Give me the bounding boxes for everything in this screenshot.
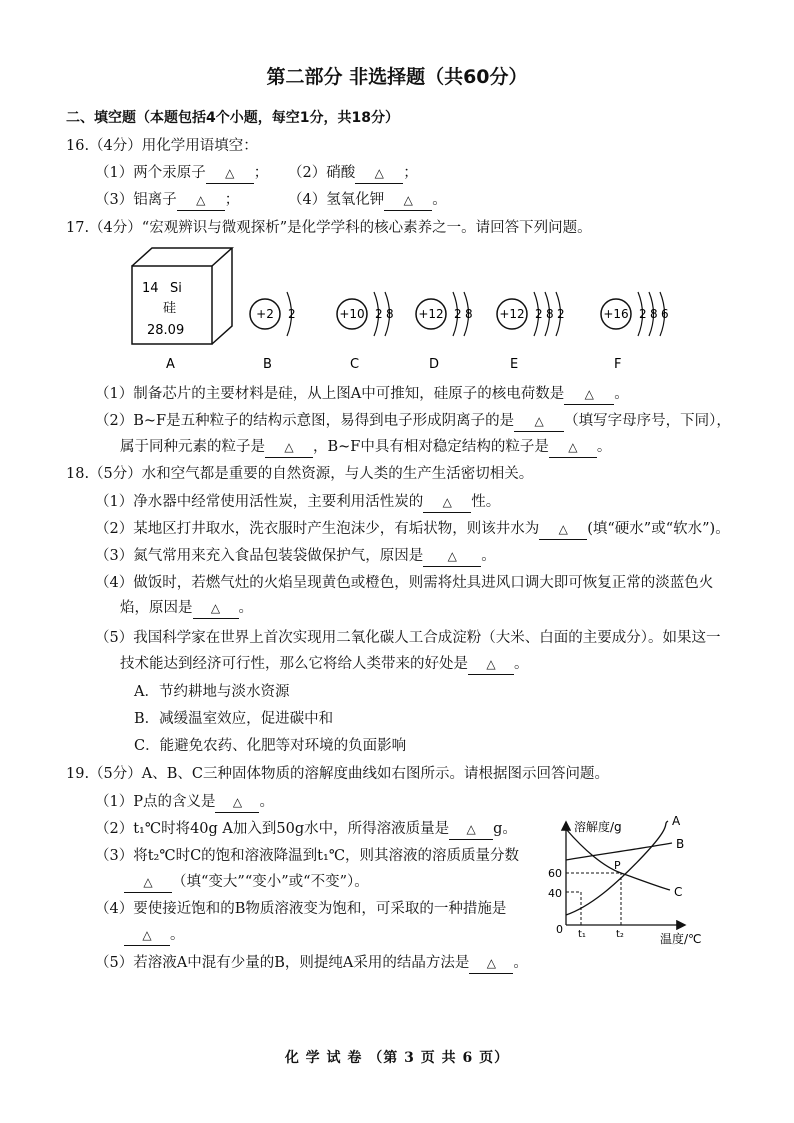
q18-part-4b: 焰，原因是 △ 。	[120, 598, 253, 619]
answer-blank[interactable]: △	[384, 190, 432, 211]
y-tick-label: 40	[548, 887, 562, 900]
q18-option-a: A．节约耕地与淡水资源	[134, 684, 290, 700]
answer-blank[interactable]: △	[449, 819, 493, 840]
solubility-chart	[544, 815, 724, 950]
series-label-a: A	[672, 815, 681, 828]
q19-part-4a: （4）要使接近饱和的B物质溶液变为饱和，可采取的一种措施是	[95, 901, 507, 917]
nucleus-charge: +16	[603, 307, 629, 321]
nucleus-charge: +12	[418, 307, 444, 321]
section-heading: 二、填空题（本题包括4个小题，每空1分，共18分）	[66, 110, 399, 126]
x-axis-label: 温度/℃	[660, 932, 702, 946]
answer-blank[interactable]: △	[124, 872, 172, 893]
figure-label: F	[614, 357, 622, 372]
q19-part-2: （2）t₁℃时将40g A加入到50g水中，所得溶液质量是 △ g。	[95, 819, 517, 840]
cube-symbol: Si	[170, 281, 182, 296]
answer-blank[interactable]: △	[423, 546, 481, 567]
nucleus-charge: +12	[499, 307, 525, 321]
q19-part-5: （5）若溶液A中混有少量的B，则提纯A采用的结晶方法是 △ 。	[95, 953, 528, 974]
y-tick-label: 60	[548, 867, 562, 880]
x-tick-label: t₂	[616, 929, 624, 940]
q18-stem: 18.（5分）水和空气都是重要的自然资源，与人类的生产生活密切相关。	[66, 466, 534, 482]
q17-part-2b: 属于同种元素的粒子是 △ ，B~F中具有相对稳定结构的粒子是 △ 。	[120, 437, 611, 458]
series-label-b: B	[676, 837, 685, 851]
q16-item-2: （2）硝酸 △ ；	[288, 163, 418, 184]
page-title: 第二部分 非选择题（共60分）	[266, 66, 528, 88]
answer-blank[interactable]: △	[423, 492, 471, 513]
figure-label: C	[350, 357, 360, 372]
shell-electron-count: 2	[454, 307, 462, 321]
answer-blank[interactable]: △	[468, 654, 514, 675]
q19-part-4b: △ 。	[124, 925, 185, 946]
shell-electron-count: 2	[535, 307, 543, 321]
q18-part-3: （3）氮气常用来充入食品包装袋做保护气，原因是 △ 。	[95, 546, 496, 567]
q19-part-3a: （3）将t₂℃时C的饱和溶液降温到t₁℃，则其溶液的溶质质量分数	[95, 848, 520, 864]
nucleus-charge: +2	[256, 307, 274, 321]
q18-option-c: C．能避免农药、化肥等对环境的负面影响	[134, 738, 407, 754]
q17-part-1: （1）制备芯片的主要材料是硅，从上图A中可推知，硅原子的核电荷数是 △ 。	[95, 384, 629, 405]
answer-blank[interactable]: △	[564, 384, 614, 405]
shell-electron-count: 8	[465, 307, 473, 321]
shell-electron-count: 2	[288, 307, 296, 321]
shell-electron-count: 2	[639, 307, 647, 321]
answer-blank[interactable]: △	[177, 190, 225, 211]
q18-part-5b: 技术能达到经济可行性，那么它将给人类带来的好处是 △ 。	[120, 654, 529, 675]
figure-label: D	[429, 357, 440, 372]
series-label-c: C	[674, 885, 683, 899]
answer-blank[interactable]: △	[514, 411, 564, 432]
answer-blank[interactable]: △	[206, 163, 254, 184]
figure-label: B	[263, 357, 272, 372]
shell-electron-count: 2	[375, 307, 383, 321]
cube-atomic-mass: 28.09	[147, 323, 185, 338]
q17-part-2a: （2）B~F是五种粒子的结构示意图，易得到电子形成阴离子的是 △ （填写字母序号，下同），	[95, 411, 731, 432]
figure-label-a: A	[166, 357, 175, 372]
answer-blank[interactable]: △	[265, 437, 313, 458]
nucleus-charge: +10	[339, 307, 365, 321]
y-axis-label: 溶解度/g	[574, 820, 622, 834]
q17-stem: 17.（4分）“宏观辨识与微观探析”是化学学科的核心素养之一。请回答下列问题。	[66, 220, 592, 236]
shell-electron-count: 8	[386, 307, 394, 321]
origin-label: 0	[556, 923, 563, 936]
shell-electron-count: 2	[557, 307, 565, 321]
shell-electron-count: 6	[661, 307, 669, 321]
q18-part-5a: （5）我国科学家在世界上首次实现用二氧化碳人工合成淀粉（大米、白面的主要成分）。如果这一	[95, 630, 721, 646]
atom-structure-figure	[120, 244, 680, 374]
answer-blank[interactable]: △	[539, 519, 587, 540]
x-tick-label: t₁	[578, 929, 586, 940]
shell-electron-count: 8	[650, 307, 658, 321]
answer-blank[interactable]: △	[469, 953, 513, 974]
q19-part-1: （1）P点的含义是 △ 。	[95, 792, 274, 813]
cube-element-name: 硅	[163, 301, 177, 316]
answer-blank[interactable]: △	[355, 163, 403, 184]
answer-blank[interactable]: △	[193, 598, 239, 619]
q16-stem: 16.（4分）用化学用语填空：	[66, 138, 258, 154]
q19-stem: 19.（5分）A、B、C三种固体物质的溶解度曲线如右图所示。请根据图示回答问题。	[66, 766, 610, 782]
answer-blank[interactable]: △	[549, 437, 597, 458]
q19-part-3b: △ （填“变大”“变小”或“不变”）。	[124, 872, 369, 893]
q18-part-4a: （4）做饭时，若燃气灶的火焰呈现黄色或橙色，则需将灶具进风口调大即可恢复正常的淡蓝色火	[95, 575, 714, 591]
page-footer: 化 学 试 卷 （第 3 页 共 6 页）	[284, 1050, 510, 1066]
cube-atomic-number: 14	[142, 281, 159, 296]
q18-part-2: （2）某地区打井取水，洗衣服时产生泡沫少，有垢状物，则该井水为 △ (填“硬水”或“软水”)。	[95, 519, 730, 540]
q16-item-1: （1）两个汞原子 △ ；	[95, 163, 268, 184]
q16-item-3: （3）铝离子 △ ；	[95, 190, 239, 211]
answer-blank[interactable]: △	[215, 792, 259, 813]
shell-electron-count: 8	[546, 307, 554, 321]
q18-part-1: （1）净水器中经常使用活性炭，主要利用活性炭的 △ 性。	[95, 492, 500, 513]
answer-blank[interactable]: △	[124, 925, 170, 946]
figure-label: E	[510, 357, 519, 372]
q18-option-b: B．减缓温室效应，促进碳中和	[134, 711, 334, 727]
point-p-label: P	[614, 859, 621, 872]
q16-item-4: （4）氢氧化钾 △ 。	[288, 190, 447, 211]
